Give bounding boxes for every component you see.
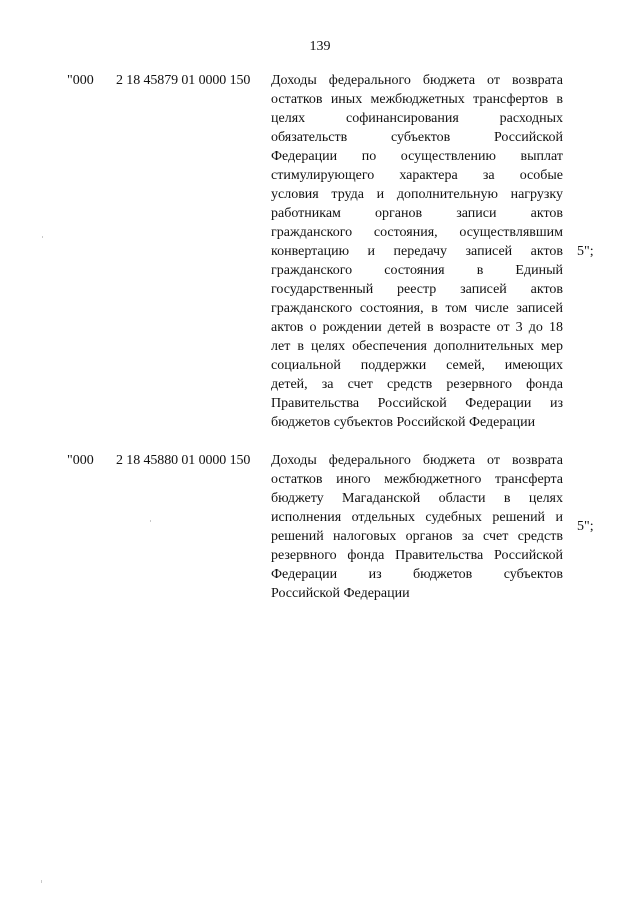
description-line: остатков иных межбюджетных трансфертов в [271,92,563,107]
description-line: целях софинансирования расходных [271,111,563,126]
admin-code: "000 [67,453,94,468]
description-line: обязательств субъектов Российской [271,130,563,145]
description-line: Доходы федерального бюджета от возврата [271,453,563,468]
description-line: гражданского состояния, осуществлявшим [271,225,563,240]
description-line: бюджетов субъектов Российской Федерации [271,415,536,430]
description-line: бюджету Магаданской области в целях [271,491,563,506]
description-line: социальной поддержки семей, имеющих [271,358,563,373]
entry-value: 5"; [577,519,594,534]
description-line: гражданского состояния, в том числе записей [271,301,563,316]
scan-speck [150,520,151,522]
description-line: актов о рождении детей в возрасте от 3 до 18 [271,320,563,335]
entry-value: 5"; [577,244,594,259]
description-line: Российской Федерации [271,586,410,601]
description-line: Федерации из бюджетов субъектов [271,567,563,582]
classification-code: 2 18 45880 01 0000 150 [116,453,251,468]
description-line: остатков иного межбюджетного трансферта [271,472,563,487]
description-line: лет в целях обеспечения дополнительных мер [271,339,563,354]
entry-description [271,451,563,603]
admin-code: "000 [67,73,94,88]
description-line: Федерации по осуществлению выплат [271,149,563,164]
description-line: конвертацию и передачу записей актов [271,244,563,259]
description-line: гражданского состояния в Единый [271,263,563,278]
scan-speck [42,236,43,238]
description-line: Правительства Российской Федерации из [271,396,563,411]
classification-code: 2 18 45879 01 0000 150 [116,73,251,88]
description-line: условия труда и дополнительную нагрузку [271,187,563,202]
description-line: стимулирующего характера за особые [271,168,563,183]
page-number: 139 [309,39,331,54]
description-line: работникам органов записи актов [271,206,563,221]
description-line: государственный реестр записей актов [271,282,563,297]
description-line: Доходы федерального бюджета от возврата [271,73,563,88]
description-line: резервного фонда Правительства Российской [271,548,563,563]
description-line: детей, за счет средств резервного фонда [271,377,563,392]
scan-speck [41,880,42,883]
description-line: исполнения отдельных судебных решений и [271,510,563,525]
description-line: решений налоговых органов за счет средств [271,529,563,544]
entry-description [271,71,563,432]
